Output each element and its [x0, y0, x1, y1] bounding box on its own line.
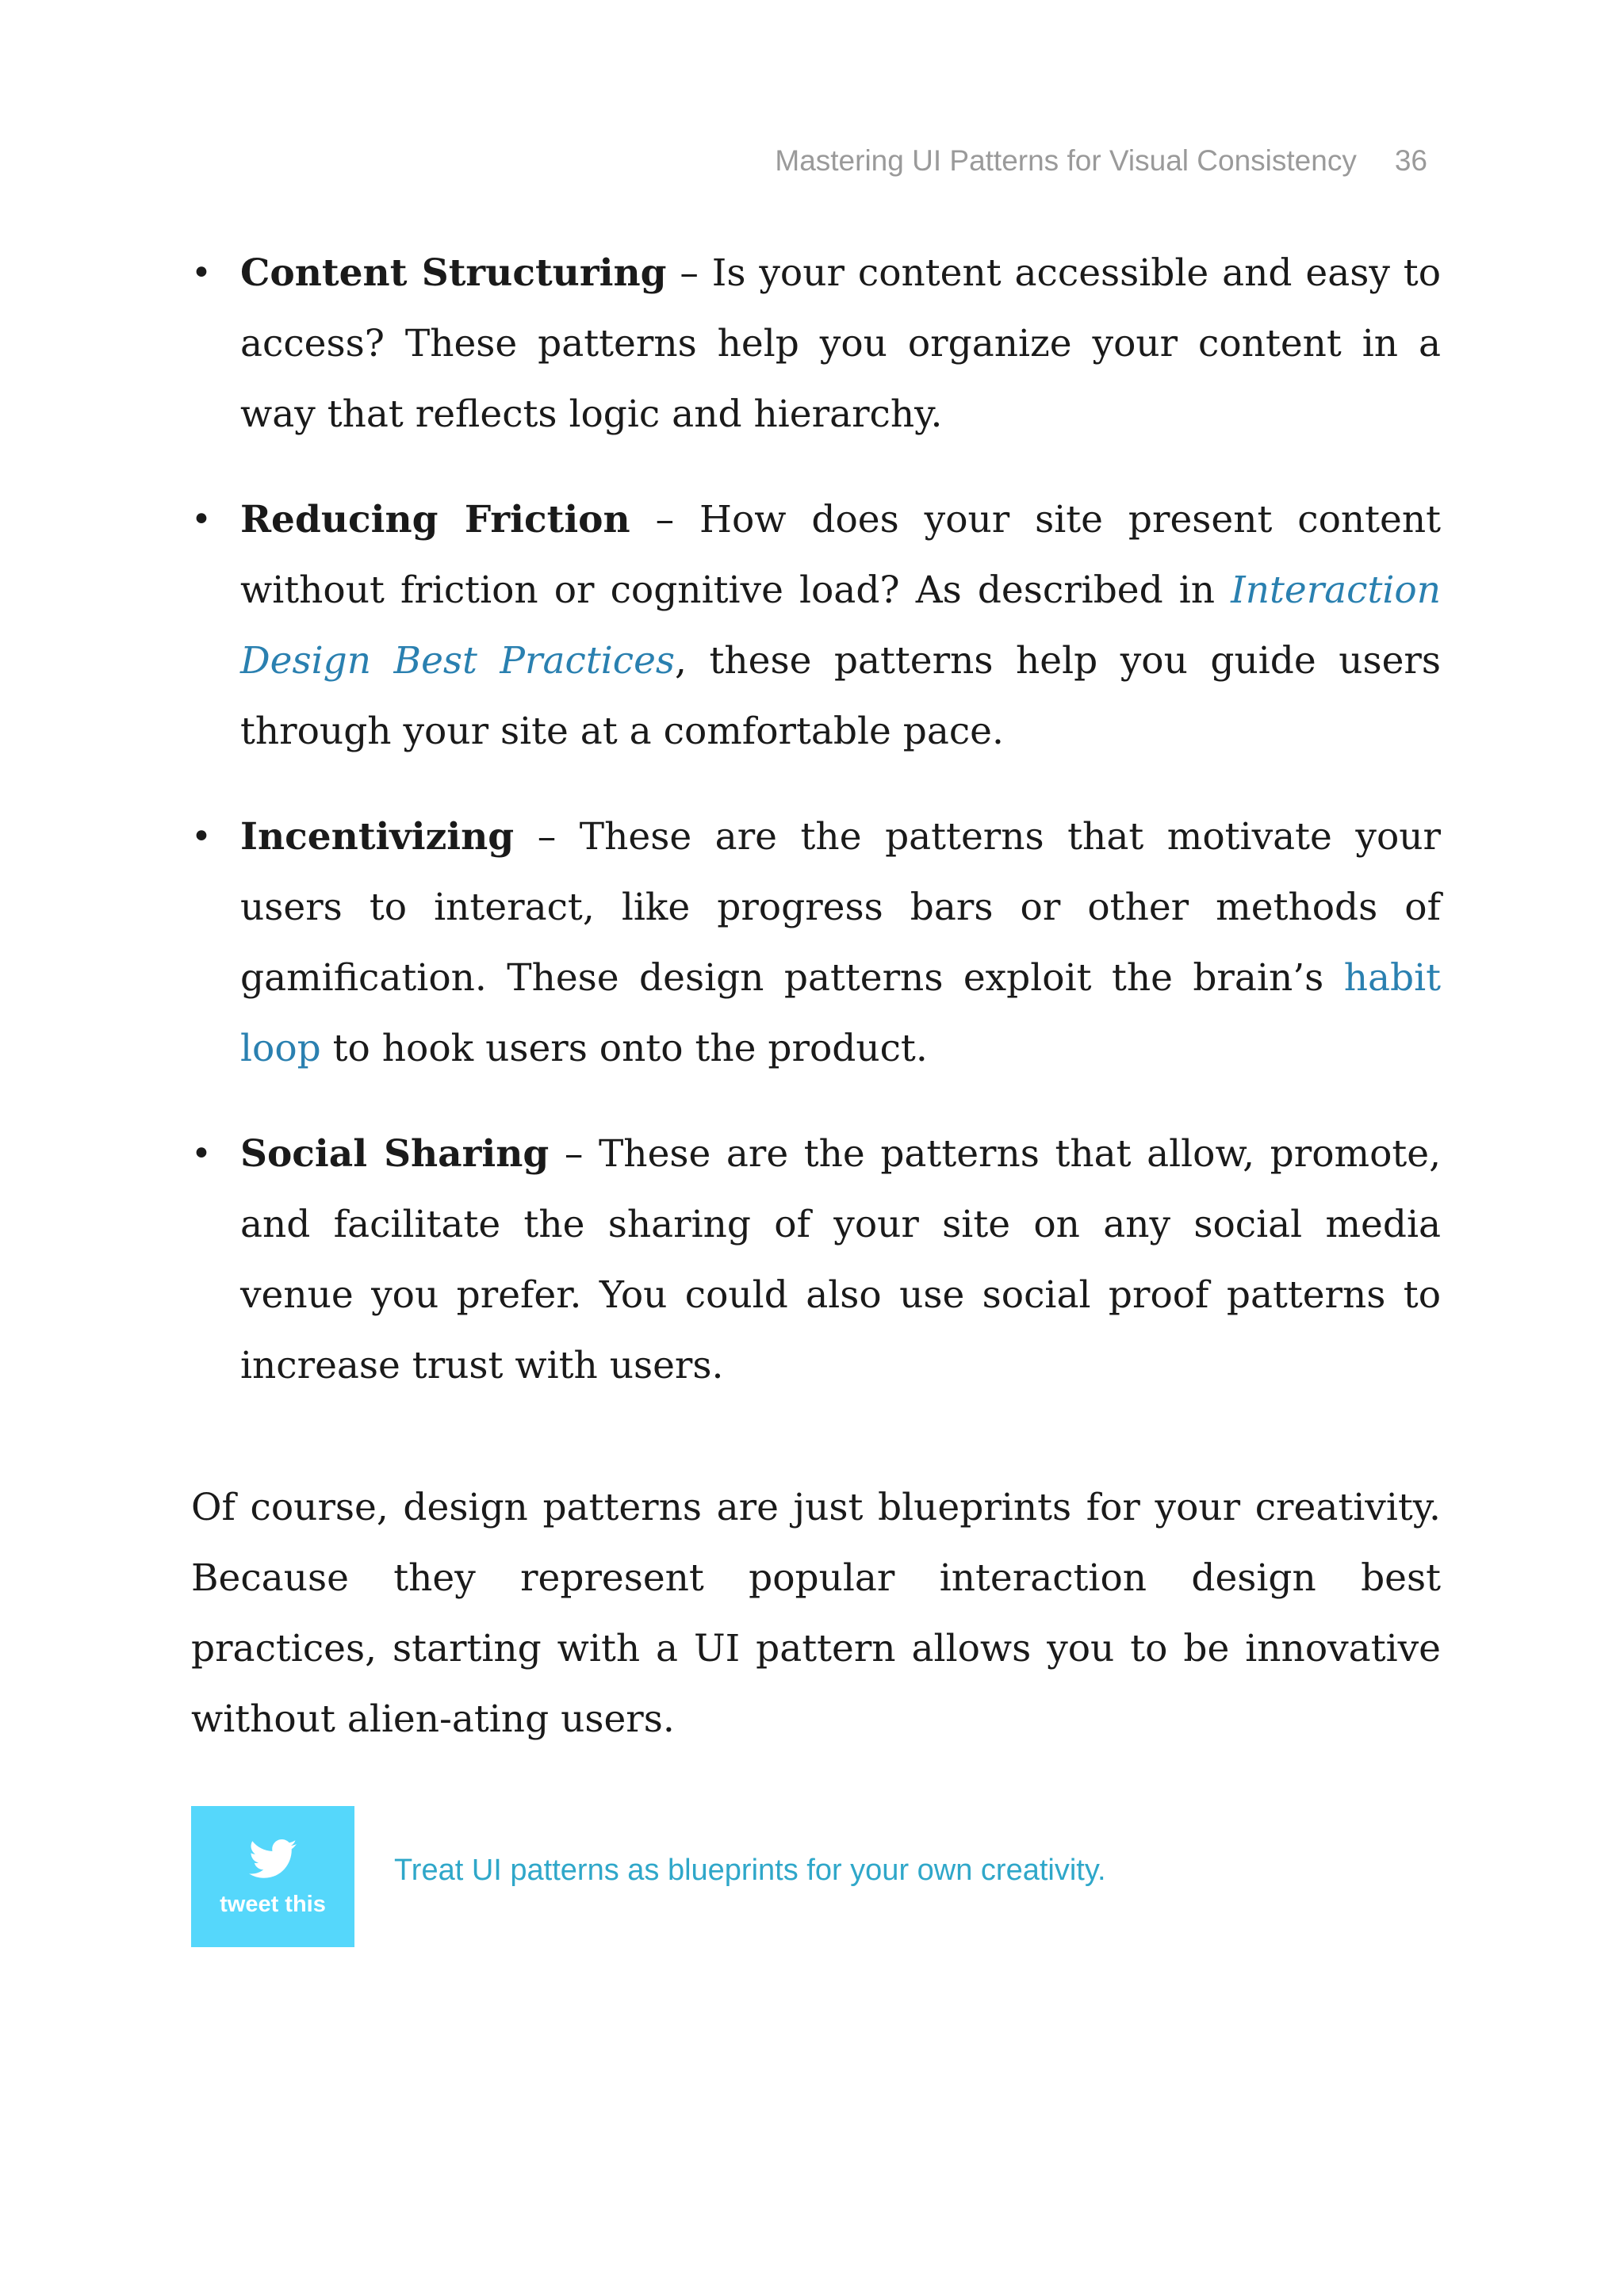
list-item-incentivizing [191, 802, 1441, 1084]
term-incentivizing: Incentivizing [240, 815, 515, 859]
term-reducing-friction: Reducing Friction [240, 498, 630, 541]
main-content [191, 238, 1441, 1792]
bullet-icon: • [191, 253, 212, 293]
list-item-content-structuring [191, 238, 1441, 450]
list-item-social-sharing [191, 1119, 1441, 1401]
description-content-structuring: – Is your content accessible and easy to access? These patterns help you organize your content in a way that reflects logic and hierarchy. [240, 251, 1441, 436]
page-number: 36 [1394, 144, 1427, 177]
running-header [775, 144, 1427, 178]
term-content-structuring: Content Structuring [240, 251, 667, 295]
habit-loop-link[interactable]: habit loop [240, 956, 1441, 1070]
description-reducing-friction-part1: – How does your site present content without friction or cognitive load? As described in [240, 498, 1441, 612]
header-title: Mastering UI Patterns for Visual Consistency [775, 144, 1357, 177]
description-incentivizing-part2: to hook users onto the product. [320, 1027, 928, 1070]
description-incentivizing-part1: – These are the patterns that motivate your users to interact, like progress bars or other methods of gamification. These design patterns exploit the brain’s [240, 815, 1441, 1000]
description-social-sharing: – These are the patterns that allow, promote, and facilitate the sharing of your site on any social media venue you prefer. You could also use social proof patterns to increase trust with users. [240, 1132, 1442, 1387]
bullet-icon: • [191, 1134, 212, 1174]
term-social-sharing: Social Sharing [240, 1132, 550, 1176]
bullet-icon: • [191, 817, 212, 857]
closing-paragraph: Of course, design patterns are just blueprints for your creativity. Because they represent popular interaction design best practices, starting with a UI pattern allows you to be innovative without alien-ating users. [191, 1486, 1441, 1741]
interaction-design-best-practices-link[interactable]: Interaction Design Best Practices [240, 568, 1441, 683]
tweet-this-label: tweet this [220, 1892, 326, 1917]
tweetable-quote-link[interactable]: Treat UI patterns as blueprints for your own creativity. [394, 1854, 1106, 1887]
pattern-category-list [191, 238, 1441, 1401]
description-reducing-friction-part2: , these patterns help you guide users through your site at a comfortable pace. [240, 639, 1441, 753]
twitter-bird-icon [248, 1839, 297, 1879]
bullet-icon: • [191, 499, 212, 540]
tweet-this-button[interactable] [191, 1806, 354, 1947]
list-item-reducing-friction [191, 484, 1441, 767]
